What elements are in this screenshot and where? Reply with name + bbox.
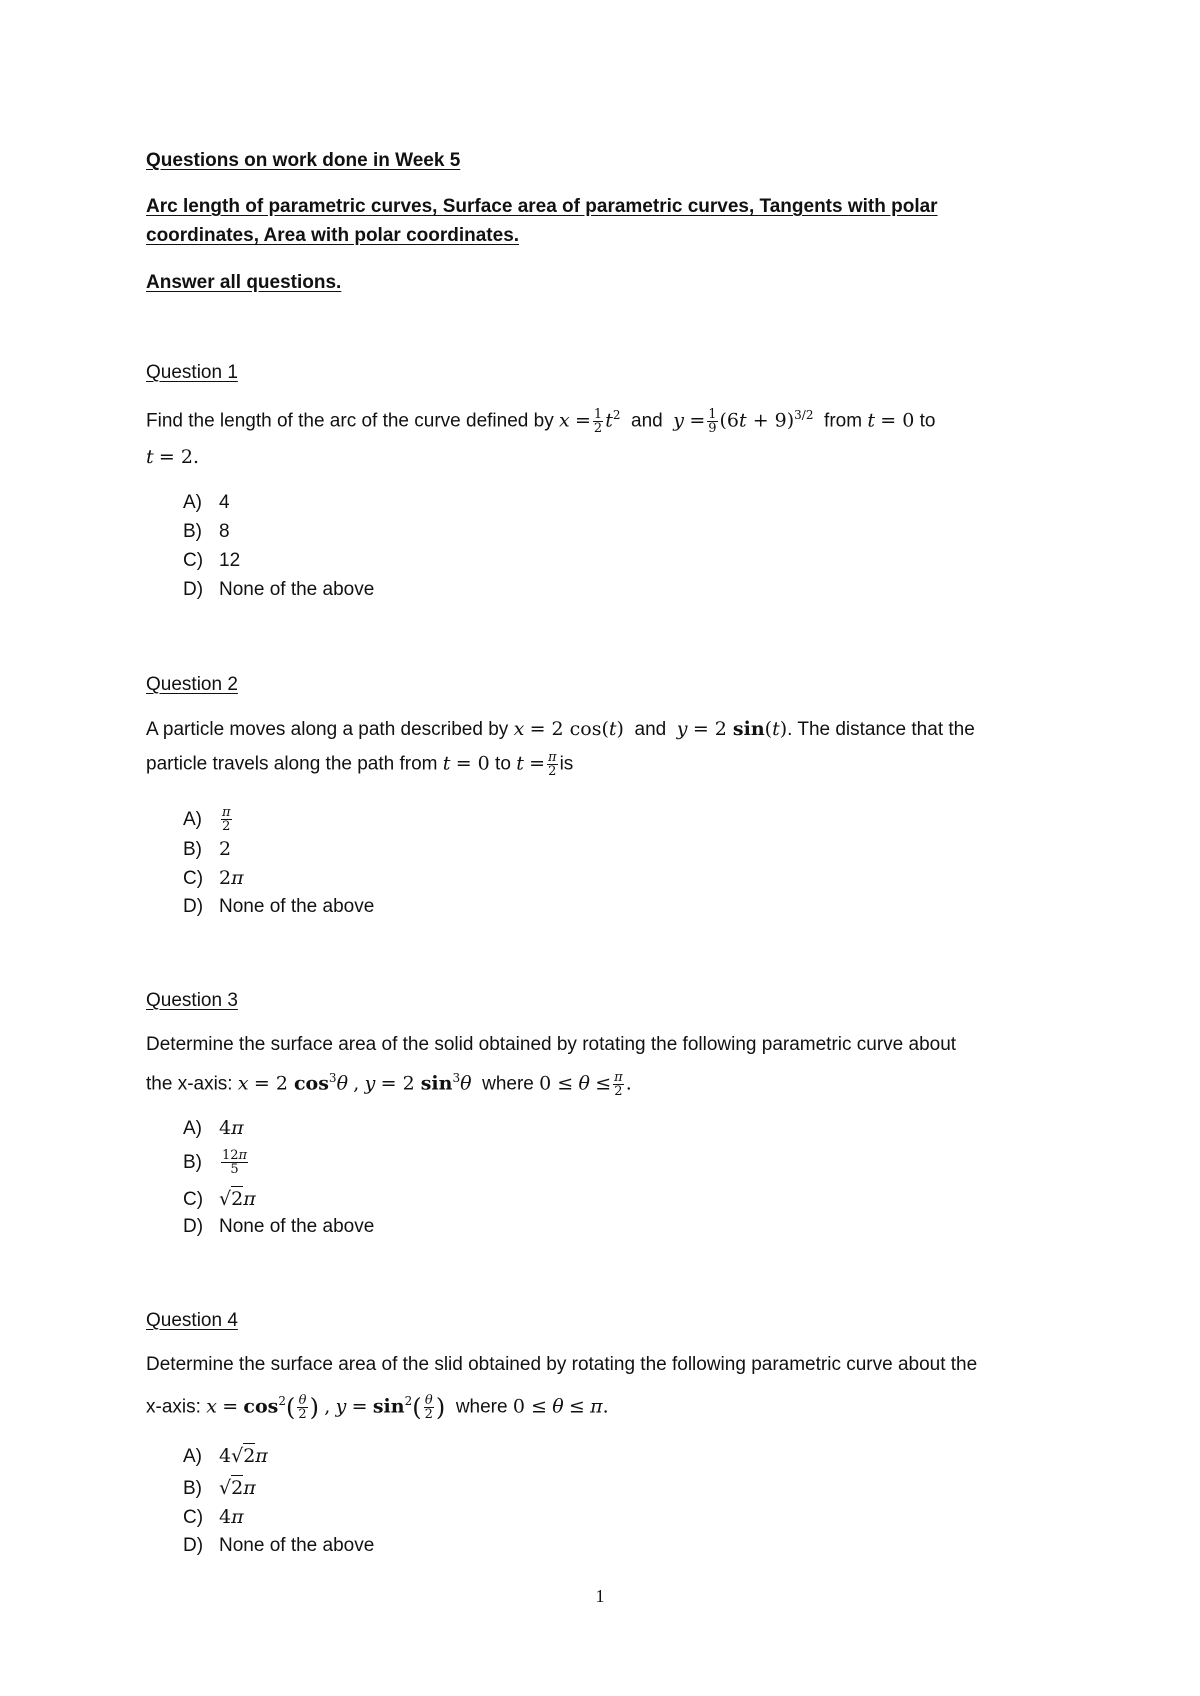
question-4-text-line-1: Determine the surface area of the slid obtained by rotating the following parametric curve about the [146, 1354, 978, 1375]
question-1-option-c: C) 12 [183, 550, 241, 571]
question-4-heading: Question 4 [146, 1310, 238, 1331]
topics-line-1: Arc length of parametric curves, Surface area of parametric curves, Tangents with polar [146, 196, 938, 217]
question-3-heading: Question 3 [146, 990, 238, 1011]
question-3-option-d: D) None of the above [183, 1216, 375, 1237]
question-1-option-a: A) 4 [183, 492, 230, 513]
q1-to: to [919, 410, 936, 432]
question-2-heading: Question 2 [146, 674, 238, 695]
q2-is: is [559, 753, 574, 775]
topics-line-2: coordinates, Area with polar coordinates. [146, 225, 520, 246]
question-1-heading: Question 1 [146, 362, 238, 383]
q4-where: where [455, 1396, 508, 1418]
question-1-text-line-1: Find the length of the arc of the curve defined by x = $\frac{1}{2}$ $t^2$ and y = $\frac{1}{9}$ $(6t + 9)^{3/2}$ from t = 0 to [146, 406, 936, 436]
question-3-option-b: B) $\frac{12\pi}{5}$ [183, 1148, 248, 1177]
question-2-option-a: A) $\frac{\pi}{2}$ [183, 805, 231, 834]
question-1-text-line-2: t = 2. [146, 446, 200, 468]
q1-intro: Find the length of the arc of the curve defined by [146, 410, 554, 432]
q2-intro: A particle moves along a path described by [146, 719, 509, 740]
question-4-option-b: B) √2π [183, 1477, 256, 1499]
instruction: Answer all questions. [146, 272, 342, 293]
q3-where: where [482, 1073, 534, 1095]
option-12pi-over-5: $\frac{12\pi}{5}$ [222, 1148, 248, 1177]
question-4-text-line-2: x-axis: $x = \cos^2$( $\frac{\theta}{2}$ ) , $y = \sin^2$( $\frac{\theta}{2}$ ) where 0 ≤ θ ≤ π. [146, 1392, 609, 1422]
page-number: 1 [595, 1586, 605, 1606]
question-4-option-a: A) 4√2π [183, 1445, 268, 1467]
q1-from: from [824, 410, 863, 432]
q2-to: to [495, 753, 511, 775]
question-3-text-line-2: the x-axis: x = 2 $\cos^3\theta$ , y = 2 $\sin^3\theta$ where 0 ≤ θ ≤ $\frac{\pi}{2}$ . [146, 1069, 632, 1099]
question-1-option-b: B) 8 [183, 521, 230, 542]
question-2-text-line-2: particle travels along the path from t = 0 to t = $\frac{\pi}{2}$ is [146, 750, 574, 779]
q2-line2: particle travels along the path from [146, 753, 438, 775]
question-4-option-c: C) 4π [183, 1506, 244, 1528]
q4-line2: x-axis: [146, 1396, 201, 1418]
question-4-option-d: D) None of the above [183, 1535, 375, 1556]
question-3-option-c: C) √2π [183, 1188, 256, 1210]
question-2-option-b: B) 2 [183, 838, 232, 860]
question-2-option-d: D) None of the above [183, 896, 375, 917]
question-2-text-line-1: A particle moves along a path described by x = 2 cos(t) and y = 2 sin(t). The distance that the [146, 718, 975, 740]
question-1-option-d: D) None of the above [183, 579, 375, 600]
q2-and: and [634, 719, 667, 740]
question-3-text-line-1: Determine the surface area of the solid obtained by rotating the following parametric curve about [146, 1034, 957, 1055]
option-pi-over-2: $\frac{\pi}{2}$ [222, 805, 231, 834]
document-title: Questions on work done in Week 5 [146, 150, 461, 171]
question-3-option-a: A) 4π [183, 1117, 244, 1139]
q1-and: and [631, 410, 663, 432]
q2-sentence: . The distance that the [787, 719, 975, 740]
question-2-option-c: C) 2π [183, 867, 244, 889]
q3-line2: the x-axis: [146, 1073, 233, 1095]
